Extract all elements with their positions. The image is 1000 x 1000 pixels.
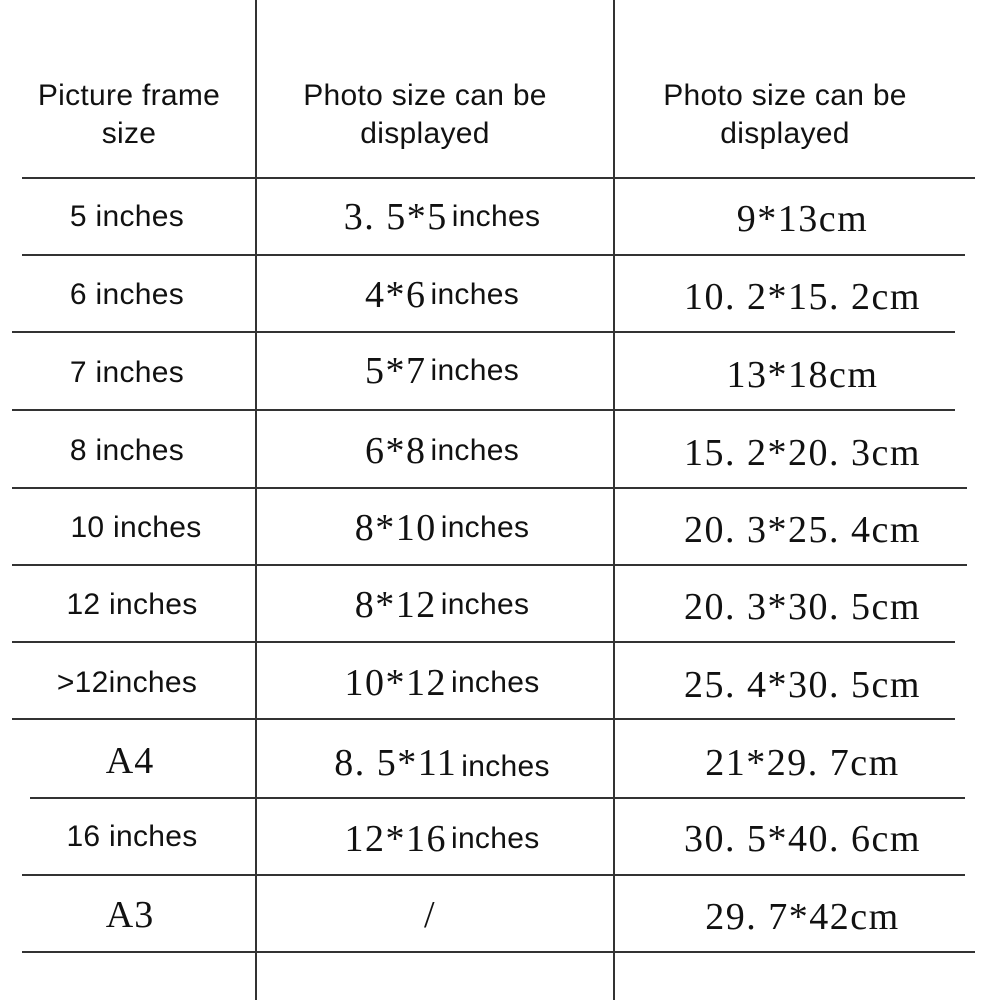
photo-size-cm-cell: 29. 7*42cm bbox=[705, 896, 900, 938]
photo-size-inches-cell bbox=[257, 334, 627, 408]
header-photo-size-cm: Photo size can be displayed bbox=[663, 79, 907, 150]
photo-size-unit: inches bbox=[451, 200, 541, 233]
photo-size-value: 8*10 bbox=[354, 507, 437, 549]
photo-size-value: 12*16 bbox=[344, 818, 447, 860]
photo-size-unit: inches bbox=[430, 434, 520, 467]
frame-size-cell: 7 inches bbox=[69, 356, 185, 389]
photo-size-value: 5*7 bbox=[364, 350, 427, 392]
photo-size-cm-cell: 20. 3*30. 5cm bbox=[684, 586, 921, 628]
photo-size-cm-cell: 15. 2*20. 3cm bbox=[684, 432, 921, 474]
frame-size-cell: 12 inches bbox=[66, 588, 198, 621]
photo-size-inches-cell bbox=[257, 646, 627, 720]
photo-size-unit: inches bbox=[440, 511, 530, 544]
photo-size-inches-cell bbox=[257, 726, 627, 800]
frame-size-cell: 10 inches bbox=[70, 511, 202, 544]
photo-size-inches-cell bbox=[257, 878, 607, 952]
header-divider bbox=[22, 177, 975, 179]
photo-size-inches-cell bbox=[257, 258, 627, 332]
frame-size-cell: 6 inches bbox=[69, 278, 185, 311]
photo-size-inches-cell bbox=[257, 414, 627, 488]
photo-size-cm-cell: 9*13cm bbox=[736, 198, 869, 240]
photo-size-cm-cell: 30. 5*40. 6cm bbox=[684, 818, 921, 860]
photo-size-value: 6*8 bbox=[364, 430, 427, 472]
photo-size-value: 4*6 bbox=[364, 274, 427, 316]
photo-size-unit: inches bbox=[450, 822, 540, 855]
photo-size-unit: inches bbox=[430, 278, 520, 311]
photo-size-unit: inches bbox=[440, 588, 530, 621]
photo-size-inches-cell bbox=[257, 802, 627, 876]
photo-size-cm-cell: 13*18cm bbox=[726, 354, 879, 396]
photo-size-cm-cell: 25. 4*30. 5cm bbox=[684, 664, 921, 706]
photo-size-inches-cell bbox=[257, 568, 627, 642]
photo-size-value: / bbox=[423, 894, 437, 936]
frame-size-cell: 5 inches bbox=[69, 200, 185, 233]
photo-size-inches-cell bbox=[257, 491, 627, 565]
header-picture-frame-size: Picture frame size bbox=[37, 79, 221, 150]
frame-size-cell: 8 inches bbox=[69, 434, 185, 467]
photo-size-unit: inches bbox=[430, 354, 520, 387]
photo-size-cm-cell: 20. 3*25. 4cm bbox=[684, 509, 921, 551]
photo-size-value: 8. 5*11 bbox=[334, 742, 458, 784]
photo-size-cm-cell: 10. 2*15. 2cm bbox=[684, 276, 921, 318]
header-photo-size-inches: Photo size can be displayed bbox=[303, 79, 547, 150]
frame-size-cell: A3 bbox=[105, 894, 155, 936]
photo-size-value: 10*12 bbox=[344, 662, 447, 704]
photo-size-cm-cell: 21*29. 7cm bbox=[705, 742, 900, 784]
frame-size-cell: >12inches bbox=[56, 666, 198, 699]
photo-size-value: 8*12 bbox=[354, 584, 437, 626]
photo-size-unit: inches bbox=[461, 750, 550, 783]
frame-size-cell: 16 inches bbox=[66, 820, 198, 853]
frame-size-cell: A4 bbox=[105, 740, 155, 782]
photo-size-unit: inches bbox=[450, 666, 540, 699]
photo-size-value: 3. 5*5 bbox=[343, 196, 448, 238]
photo-size-inches-cell bbox=[257, 180, 627, 254]
